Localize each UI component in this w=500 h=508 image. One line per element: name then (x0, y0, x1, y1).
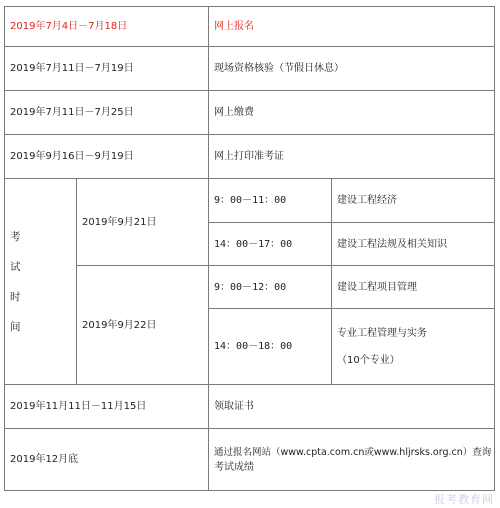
exam-time-char: 间 (10, 320, 21, 333)
exam-time-label (5, 179, 77, 385)
exam-subject-cell (332, 309, 495, 385)
table-row (5, 179, 495, 223)
item-cell (209, 429, 495, 491)
exam-subject-cell: 建设工程项目管理 (332, 266, 495, 309)
table-row (5, 429, 495, 491)
exam-subject-cell: 建设工程法规及相关知识 (332, 223, 495, 266)
item-cell: 网上打印准考证 (209, 135, 495, 179)
watermark: 报考教育网 (434, 493, 494, 506)
subject-note: （10个专业） (337, 354, 400, 366)
item-cell: 网上报名 (209, 7, 495, 47)
item-text-line: 通过报名网站（www.cpta.com.cn或www.hljrsks.org.cn）查询 (214, 446, 492, 458)
table-row (5, 7, 495, 47)
date-cell: 2019年9月16日－9月19日 (5, 135, 209, 179)
date-cell: 2019年11月11日－11月15日 (5, 385, 209, 429)
exam-time-cell: 9：00－11：00 (209, 179, 332, 223)
exam-subject-cell: 建设工程经济 (332, 179, 495, 223)
exam-time-cell: 9：00－12：00 (209, 266, 332, 309)
exam-time-char: 试 (10, 260, 21, 273)
date-cell: 2019年7月4日－7月18日 (5, 7, 209, 47)
date-cell: 2019年7月11日－7月25日 (5, 91, 209, 135)
exam-time-cell: 14：00－17：00 (209, 223, 332, 266)
item-cell: 领取证书 (209, 385, 495, 429)
exam-time-char: 时 (10, 290, 21, 303)
table-row (5, 47, 495, 91)
table-row (5, 135, 495, 179)
exam-schedule-table (4, 6, 495, 491)
table-row (5, 266, 495, 309)
exam-time-char: 考 (10, 230, 21, 243)
item-cell: 现场资格核验（节假日休息） (209, 47, 495, 91)
exam-date-cell: 2019年9月21日 (77, 179, 209, 266)
exam-time-cell: 14：00－18：00 (209, 309, 332, 385)
subject-text: 专业工程管理与实务 (337, 327, 428, 339)
item-cell: 网上缴费 (209, 91, 495, 135)
date-cell: 2019年12月底 (5, 429, 209, 491)
item-text-line: 考试成绩 (214, 461, 255, 473)
table-row (5, 385, 495, 429)
date-cell: 2019年7月11日－7月19日 (5, 47, 209, 91)
table-row (5, 91, 495, 135)
exam-date-cell: 2019年9月22日 (77, 266, 209, 385)
